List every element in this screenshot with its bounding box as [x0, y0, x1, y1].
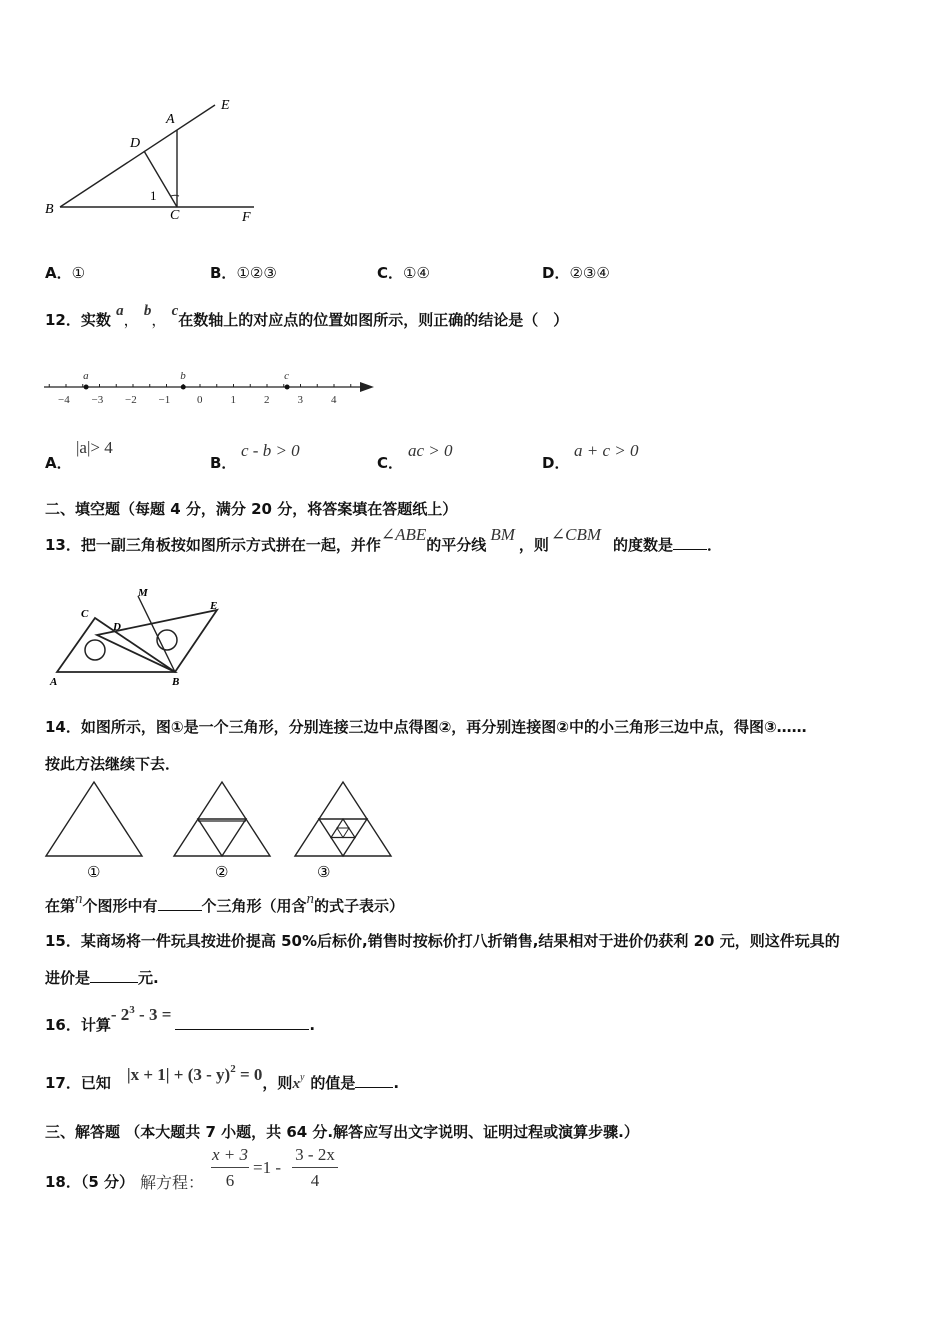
q14-label-2: ②: [215, 865, 229, 881]
q12-option-b-letter: B．: [210, 454, 237, 472]
q18-denominator-1: 6: [225, 1171, 235, 1190]
q12-option-d-letter: D．: [542, 454, 570, 472]
q18-middle: =1 -: [253, 1158, 281, 1177]
q11-option-d: D．②③④: [542, 264, 610, 282]
q13-label-B: B: [172, 676, 180, 688]
q12-number-line: [42, 365, 382, 407]
q14-label-1: ①: [87, 865, 101, 881]
number-line-tick-label: 2: [264, 394, 270, 406]
q18-command: 解方程：: [140, 1173, 205, 1192]
q15-line-1: 15．某商场将一件玩具按进价提高 50%后标价,销售时按标价打八折销售,结果相对于进价仍获利 20 元，则这件玩具的: [45, 932, 840, 950]
q11-label-D: D: [130, 136, 141, 151]
q12-option-b-expr: c - b > 0: [241, 441, 300, 460]
number-line-tick-label: −4: [58, 394, 70, 406]
q16-stem: 16．计算- $2^3 - 3$ =.: [45, 1004, 316, 1034]
q14-figures: [40, 780, 400, 882]
q11-label-C: C: [170, 208, 180, 223]
q18-numerator-1: x + 3: [211, 1145, 249, 1164]
section-3-heading: 三、解答题 （本大题共 7 小题，共 64 分.解答应写出文字说明、证明过程或演算步骤.）: [45, 1123, 639, 1141]
q12-option-a-letter: A．: [45, 454, 72, 472]
q13-label-A: A: [50, 676, 58, 688]
q14-line-2: 按此方法继续下去．: [45, 755, 181, 773]
q13-label-M: M: [138, 588, 148, 599]
q11-label-1: 1: [150, 188, 157, 203]
q18-label: 18．（5 分）: [45, 1173, 135, 1191]
q11-figure: [40, 92, 280, 227]
q11-label-E: E: [221, 98, 230, 113]
q14-answer: 在第n个图形中有 个三角形（用含n的式子表示）: [45, 891, 405, 915]
q14-line-1: 14．如图所示，图①是一个三角形，分别连接三边中点得图②，再分别连接图②中的小三角形三边中点，得图③……: [45, 718, 807, 736]
q18-fraction-bar-1: [211, 1167, 249, 1168]
q11-option-a: A．①: [45, 264, 86, 282]
q11-option-c: C．①④: [377, 264, 430, 282]
number-line-point-c: [285, 385, 290, 390]
q11-label-A: A: [166, 112, 175, 127]
number-line-tick-label: 4: [331, 394, 337, 406]
number-line-point-a: [84, 385, 89, 390]
number-line-tick-label: 0: [197, 394, 203, 406]
q17-stem: 17．已知 |x + 1| + (3 - y)$^2$ = 0，则$x^y$ 的值是 .: [45, 1063, 400, 1092]
q13-label-C: C: [81, 608, 89, 620]
number-line-point-label-b: b: [180, 370, 186, 382]
q15-line-2: 进价是 元.: [45, 969, 159, 987]
q12-option-a-expr: |a|> 4: [76, 438, 113, 457]
q12-option-c-expr: ac > 0: [408, 441, 453, 460]
q13-figure: [42, 588, 232, 690]
q18-denominator-2: 4: [310, 1171, 320, 1190]
q13-label-D: D: [113, 621, 121, 633]
q11-option-b: B．①②③: [210, 264, 277, 282]
q12-stem: 12．实数 a， b， c在数轴上的对应点的位置如图所示，则正确的结论是（ ）: [45, 303, 569, 329]
number-line-point-b: [181, 385, 186, 390]
q13-stem: 13．把一副三角板按如图所示方式拼在一起，并作∠ABE的平分线BM，则∠CBM的度数是 ．: [45, 525, 723, 554]
section-2-heading: 二、填空题（每题 4 分，满分 20 分，将答案填在答题纸上）: [45, 500, 458, 518]
number-line-tick-label: 3: [297, 394, 303, 406]
number-line-tick-label: −3: [91, 394, 104, 406]
q12-option-c-letter: C．: [377, 454, 404, 472]
number-line-tick-label: −1: [158, 394, 171, 406]
q11-label-B: B: [45, 202, 54, 217]
number-line-point-label-c: c: [284, 370, 289, 382]
q12-option-d-expr: a + c > 0: [574, 441, 639, 460]
q18-fraction-bar-2: [292, 1167, 338, 1168]
number-line-point-label-a: a: [83, 370, 89, 382]
number-line-tick-label: −2: [125, 394, 137, 406]
q18-numerator-2: 3 - 2x: [295, 1145, 335, 1164]
q13-label-E: E: [210, 600, 218, 612]
number-line-tick-label: 1: [230, 394, 236, 406]
q11-label-F: F: [242, 210, 251, 225]
q14-label-3: ③: [317, 865, 331, 881]
